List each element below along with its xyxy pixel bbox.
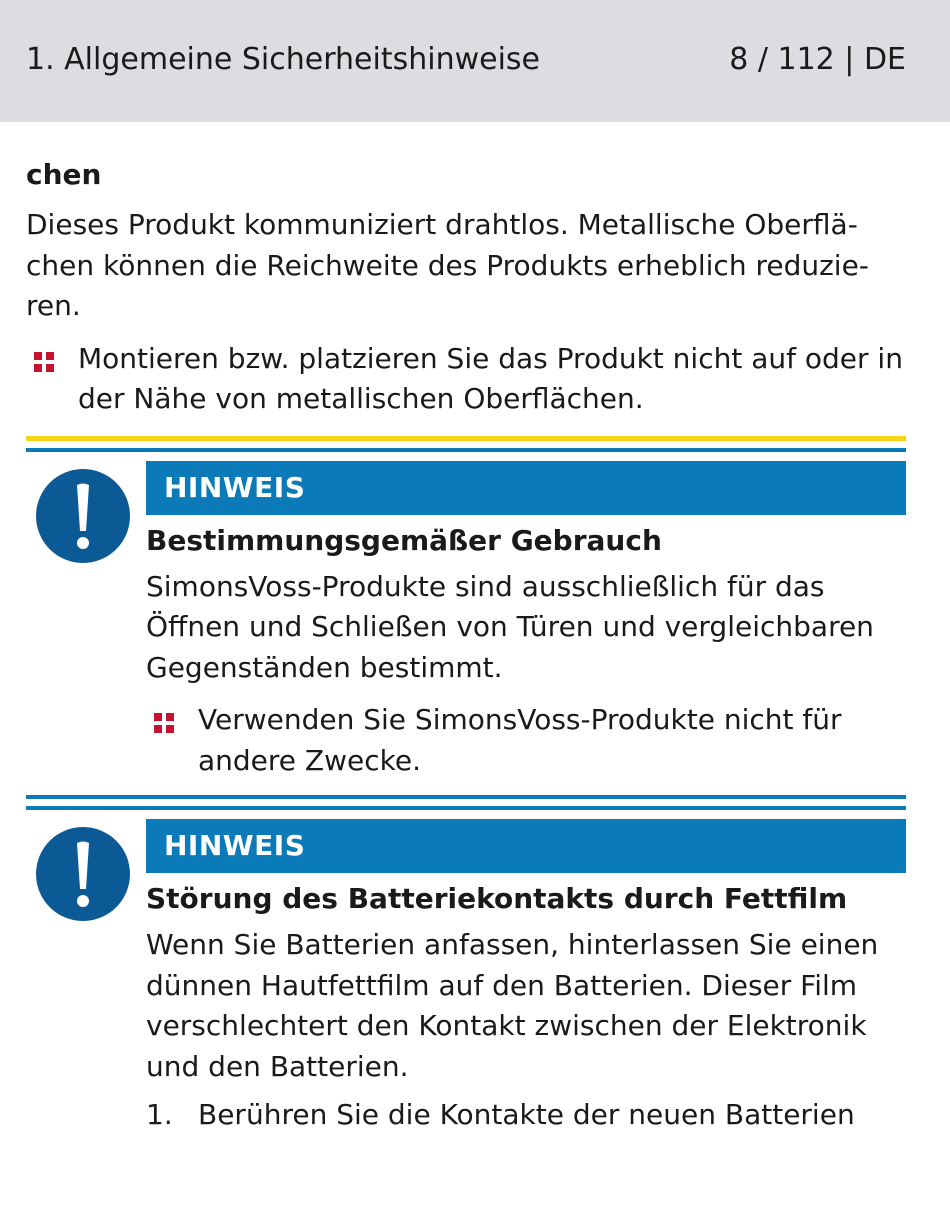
list-item [146,700,906,781]
section-title: 1. Allgemeine Sicherheitshinweise [26,42,540,77]
notice-box [26,819,906,1136]
divider-blue [26,795,906,799]
bullet-text: Verwenden Sie SimonsVoss-Produkte nicht für andere Zwecke. [198,703,842,777]
divider-blue [26,806,906,810]
divider-yellow [26,436,906,441]
continued-heading: chen [26,158,102,191]
list-item [26,339,906,420]
notice-label: HINWEIS [146,819,906,873]
notice-box [26,461,906,782]
four-squares-bullet-icon [154,713,174,733]
notice-label: HINWEIS [146,461,906,515]
step-number: 1. [146,1098,173,1131]
step-text: Berühren Sie die Kontakte der neuen Batterien [198,1098,855,1131]
page-indicator: 8 / 112 | DE [729,42,906,77]
divider-blue [26,448,906,452]
exclamation-circle-icon [36,827,130,921]
notice-text: SimonsVoss-Produkte sind ausschließlich für das Öffnen und Schließen von Türen und vergleichbaren Gegenständen bestimmt. [146,569,874,684]
four-squares-bullet-icon [34,352,54,372]
list-item [146,1095,906,1136]
notice-text: Wenn Sie Batterien anfassen, hinterlassen Sie einen dünnen Hautfettfilm auf den Batterien. Dieser Film verschlechtert den Kontakt zwischen der Elektronik und den Batterien. [146,928,879,1083]
bullet-text: Montieren bzw. platzieren Sie das Produkt nicht auf oder in der Nähe von metallischen Oberflächen. [78,341,903,415]
page-content [26,155,906,1136]
wireless-paragraph: Dieses Produkt kommuniziert drahtlos. Metallische Oberflächen können die Reichweite des Produkts erheblich reduzieren. [26,208,869,322]
exclamation-circle-icon [36,469,130,563]
notice-title: Störung des Batteriekontakts durch Fettfilm [146,882,848,915]
page-header [0,0,950,122]
notice-title: Bestimmungsgemäßer Gebrauch [146,523,662,557]
